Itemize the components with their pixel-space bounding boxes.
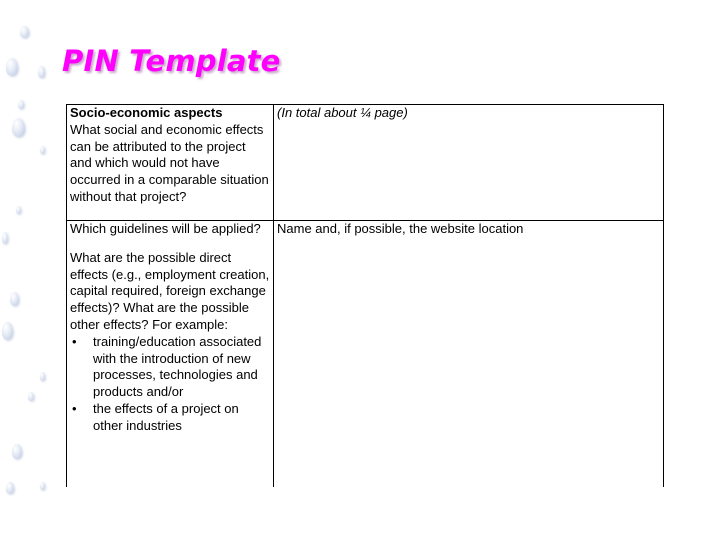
water-drop-icon [38, 66, 45, 78]
guidance-text: Name and, if possible, the website location [277, 221, 524, 236]
water-drop-icon [2, 322, 13, 340]
bullet-icon: • [72, 333, 77, 349]
list-item-text: training/education associated with the introduction of new processes, technologies and products and/or [93, 333, 262, 400]
water-drop-icon [6, 58, 18, 76]
section-heading: Socio-economic aspects [70, 105, 223, 120]
table-cell-question [67, 221, 274, 488]
water-drop-icon [18, 100, 24, 109]
slide-title: PIN Template [62, 44, 281, 78]
list-item-text: the effects of a project on other industries [93, 400, 239, 433]
water-drop-icon [40, 146, 45, 154]
water-drop-icon [28, 392, 34, 401]
pin-template-table [66, 104, 664, 487]
water-drop-icon [20, 26, 29, 38]
question-text: What social and economic effects can be attributed to the project and which would not have occurred in a comparable situation without that project? [70, 121, 269, 204]
table-cell-guidance [274, 221, 664, 488]
table-row [67, 221, 664, 488]
water-drop-icon [10, 292, 19, 306]
question-text: What are the possible direct effects (e.g., employment creation, capital required, foreign exchange effects)? What are the possible other effects? For example: [70, 249, 270, 332]
list-item [70, 334, 270, 401]
table-row [67, 105, 664, 221]
water-drop-icon [16, 206, 21, 214]
water-drop-icon [40, 372, 45, 381]
example-list [70, 334, 270, 435]
bullet-icon: • [72, 400, 77, 416]
water-drop-icon [2, 232, 8, 244]
water-drop-icon [12, 444, 22, 459]
water-drops-decoration [0, 0, 60, 540]
table-cell-guidance [274, 105, 664, 221]
water-drop-icon [40, 482, 45, 490]
list-item [70, 401, 270, 435]
question-text: Which guidelines will be applied? [70, 221, 261, 236]
table-cell-question [67, 105, 274, 221]
guidance-text: (In total about ¼ page) [277, 105, 408, 120]
water-drop-icon [12, 118, 25, 137]
water-drop-icon [6, 482, 14, 494]
